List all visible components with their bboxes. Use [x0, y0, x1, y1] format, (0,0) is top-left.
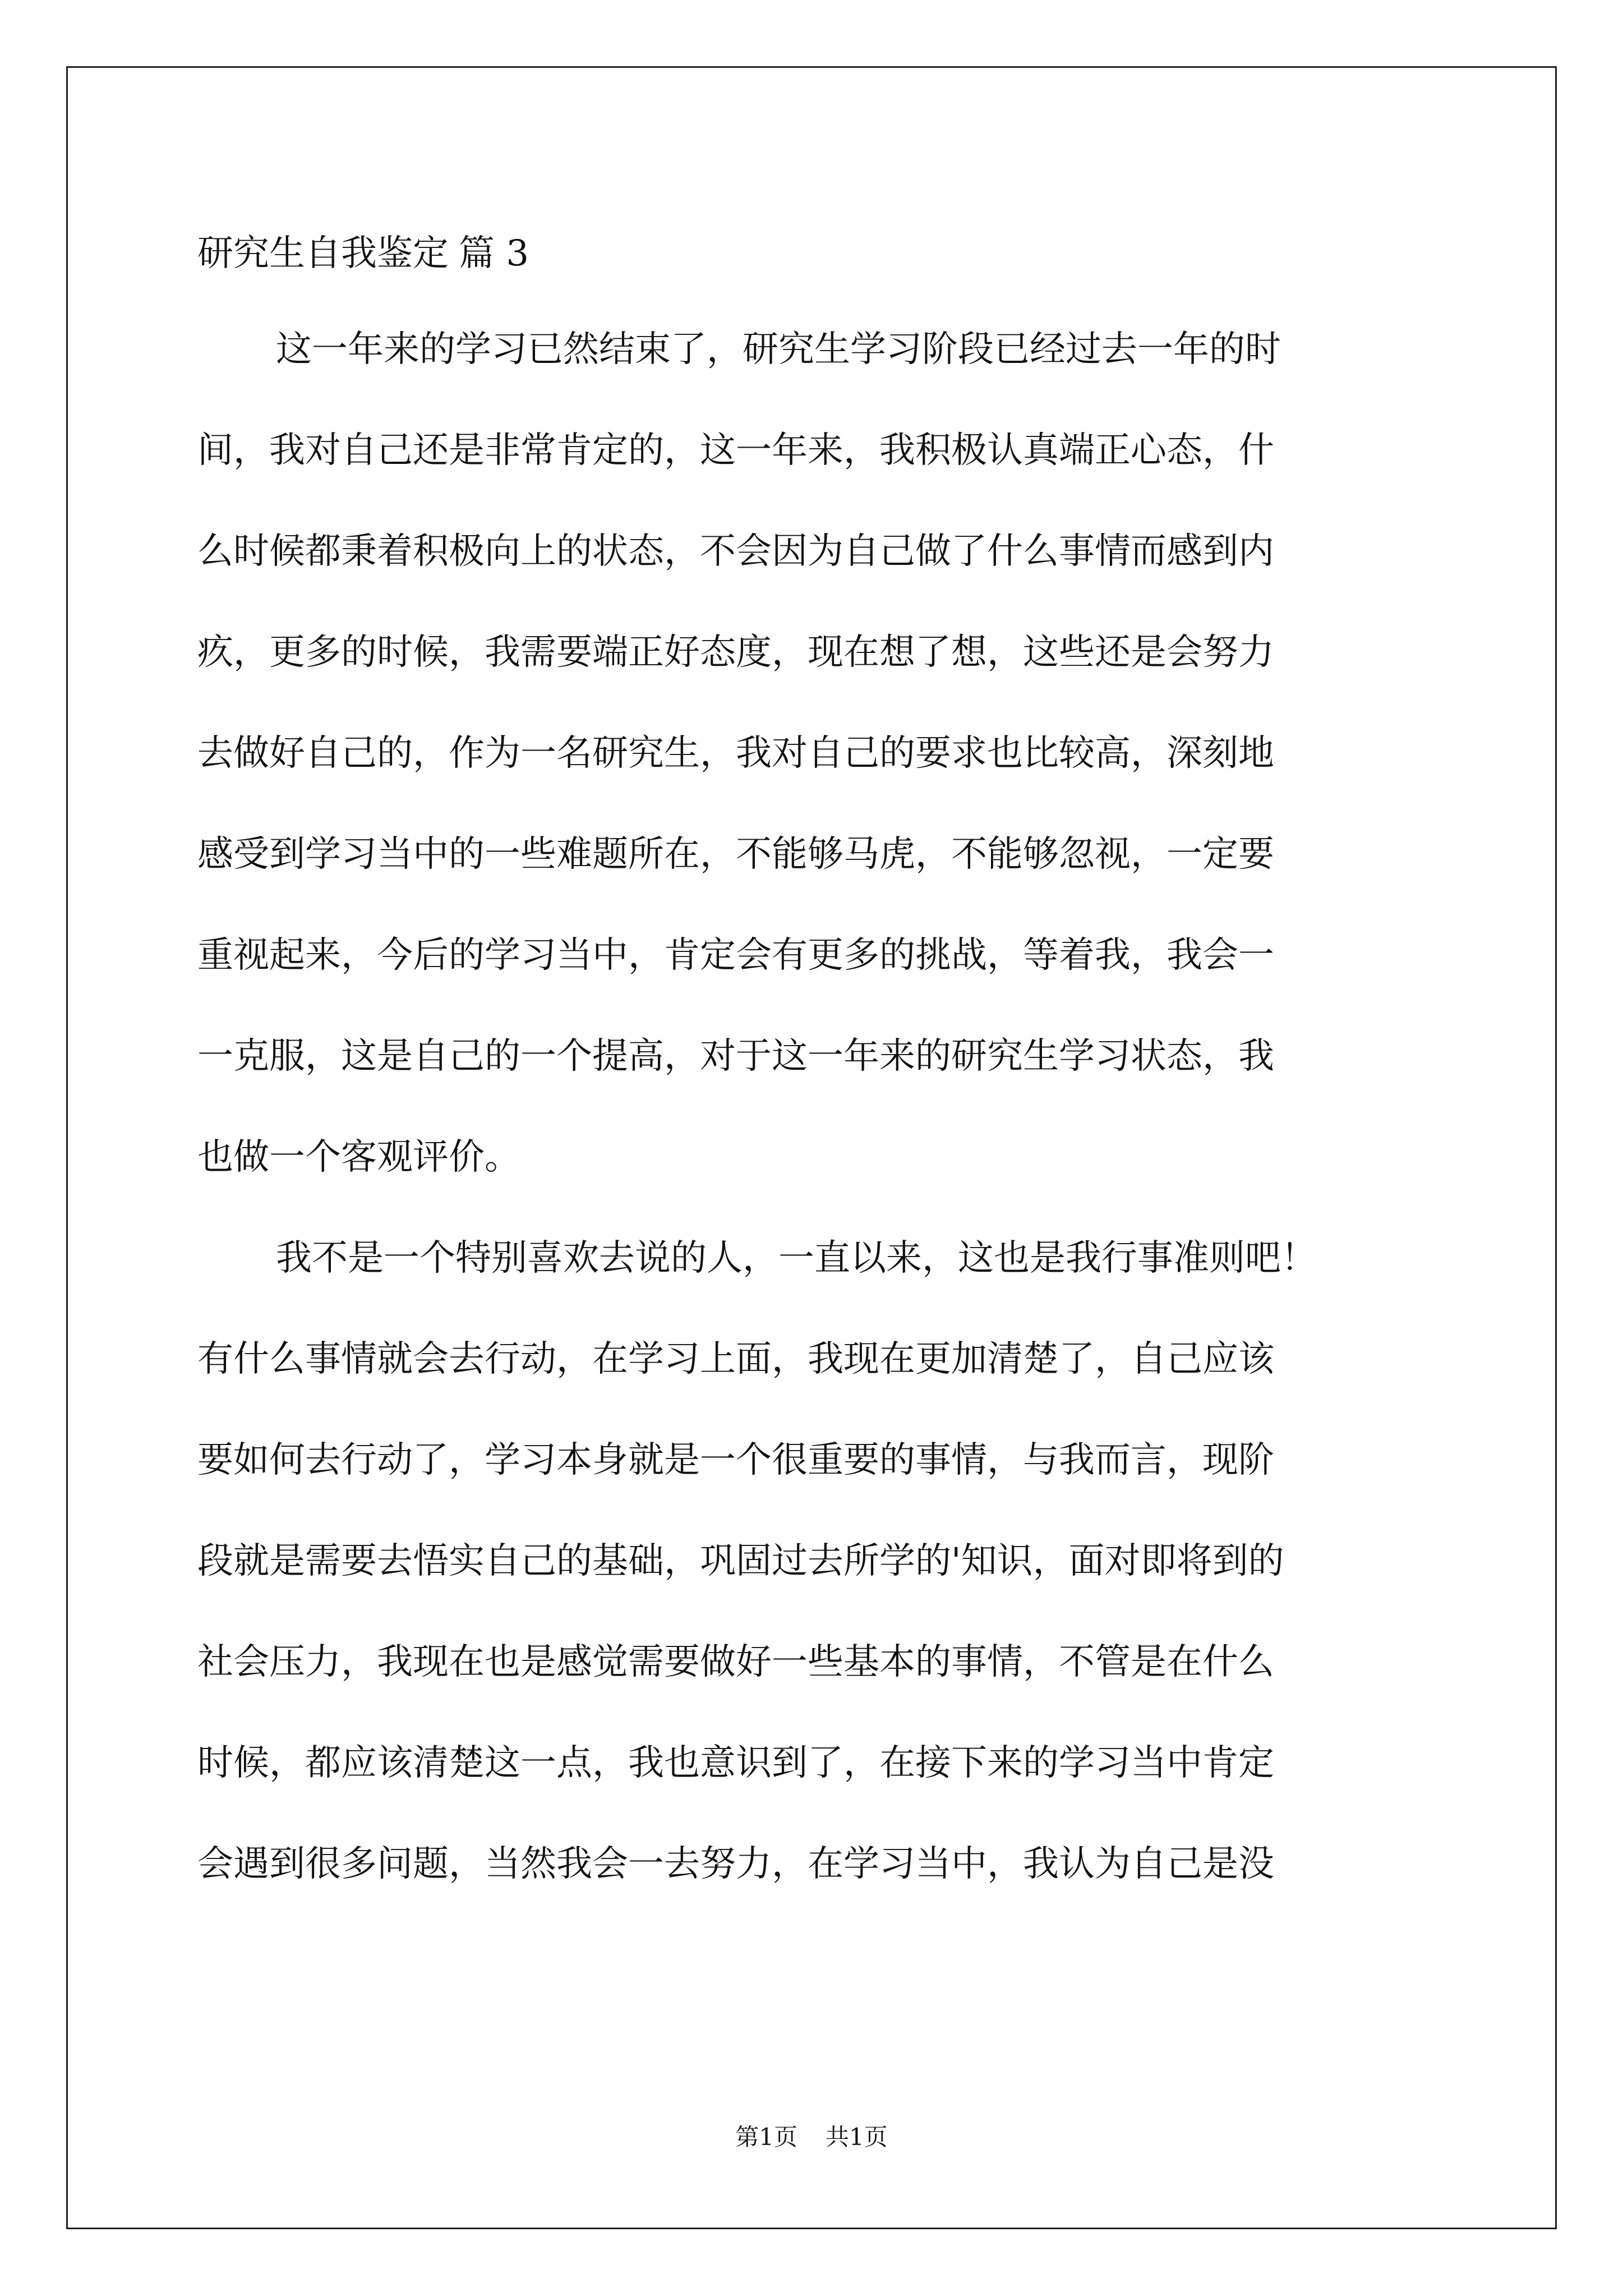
title-number: 篇 3 [459, 233, 529, 274]
document-title [197, 220, 529, 287]
paragraph-1-line-8: 一克服，这是自己的一个提高，对于这一年来的研究生学习状态，我 [197, 1036, 1274, 1077]
paragraph-1-line-6: 感受到学习当中的一些难题所在，不能够马虎，不能够忽视，一定要 [197, 834, 1274, 875]
paragraph-2-line-6: 时候，都应该清楚这一点，我也意识到了，在接下来的学习当中肯定 [197, 1742, 1274, 1784]
paragraph-1-line-3: 么时候都秉着积极向上的状态，不会因为自己做了什么事情而感到内 [197, 531, 1274, 572]
paragraph-1-line-9: 也做一个客观评价。 [197, 1137, 520, 1178]
paragraph-2-line-2: 有什么事情就会去行动，在学习上面，我现在更加清楚了，自己应该 [197, 1338, 1274, 1380]
paragraph-1-line-4: 疚，更多的时候，我需要端正好态度，现在想了想，这些还是会努力 [197, 632, 1274, 673]
paragraph-1-line-5: 去做好自己的，作为一名研究生，我对自己的要求也比较高，深刻地 [197, 733, 1274, 774]
title-text: 研究生自我鉴定 [197, 233, 449, 274]
paragraph-2-line-4: 段就是需要去悟实自己的基础，巩固过去所学的'知识，面对即将到的 [197, 1540, 1284, 1582]
page-footer [0, 2120, 1623, 2154]
page-number: 第1页 [735, 2123, 797, 2151]
paragraph-2-line-1: 我不是一个特别喜欢去说的人，一直以来，这也是我行事准则吧！ [276, 1237, 1317, 1279]
document-body [197, 299, 1431, 1915]
paragraph-1-line-7: 重视起来，今后的学习当中，肯定会有更多的挑战，等着我，我会一 [197, 935, 1274, 976]
paragraph-2-line-5: 社会压力，我现在也是感觉需要做好一些基本的事情，不管是在什么 [197, 1641, 1274, 1683]
paragraph-2-line-3: 要如何去行动了，学习本身就是一个很重要的事情，与我而言，现阶 [197, 1439, 1274, 1481]
paragraph-1-line-2: 间，我对自己还是非常肯定的，这一年来，我积极认真端正心态，什 [197, 430, 1274, 471]
paragraph-1-line-1: 这一年来的学习已然结束了，研究生学习阶段已经过去一年的时 [276, 329, 1281, 370]
page-total: 共1页 [826, 2123, 888, 2151]
paragraph-2-line-7: 会遇到很多问题，当然我会一去努力，在学习当中，我认为自己是没 [197, 1843, 1274, 1885]
